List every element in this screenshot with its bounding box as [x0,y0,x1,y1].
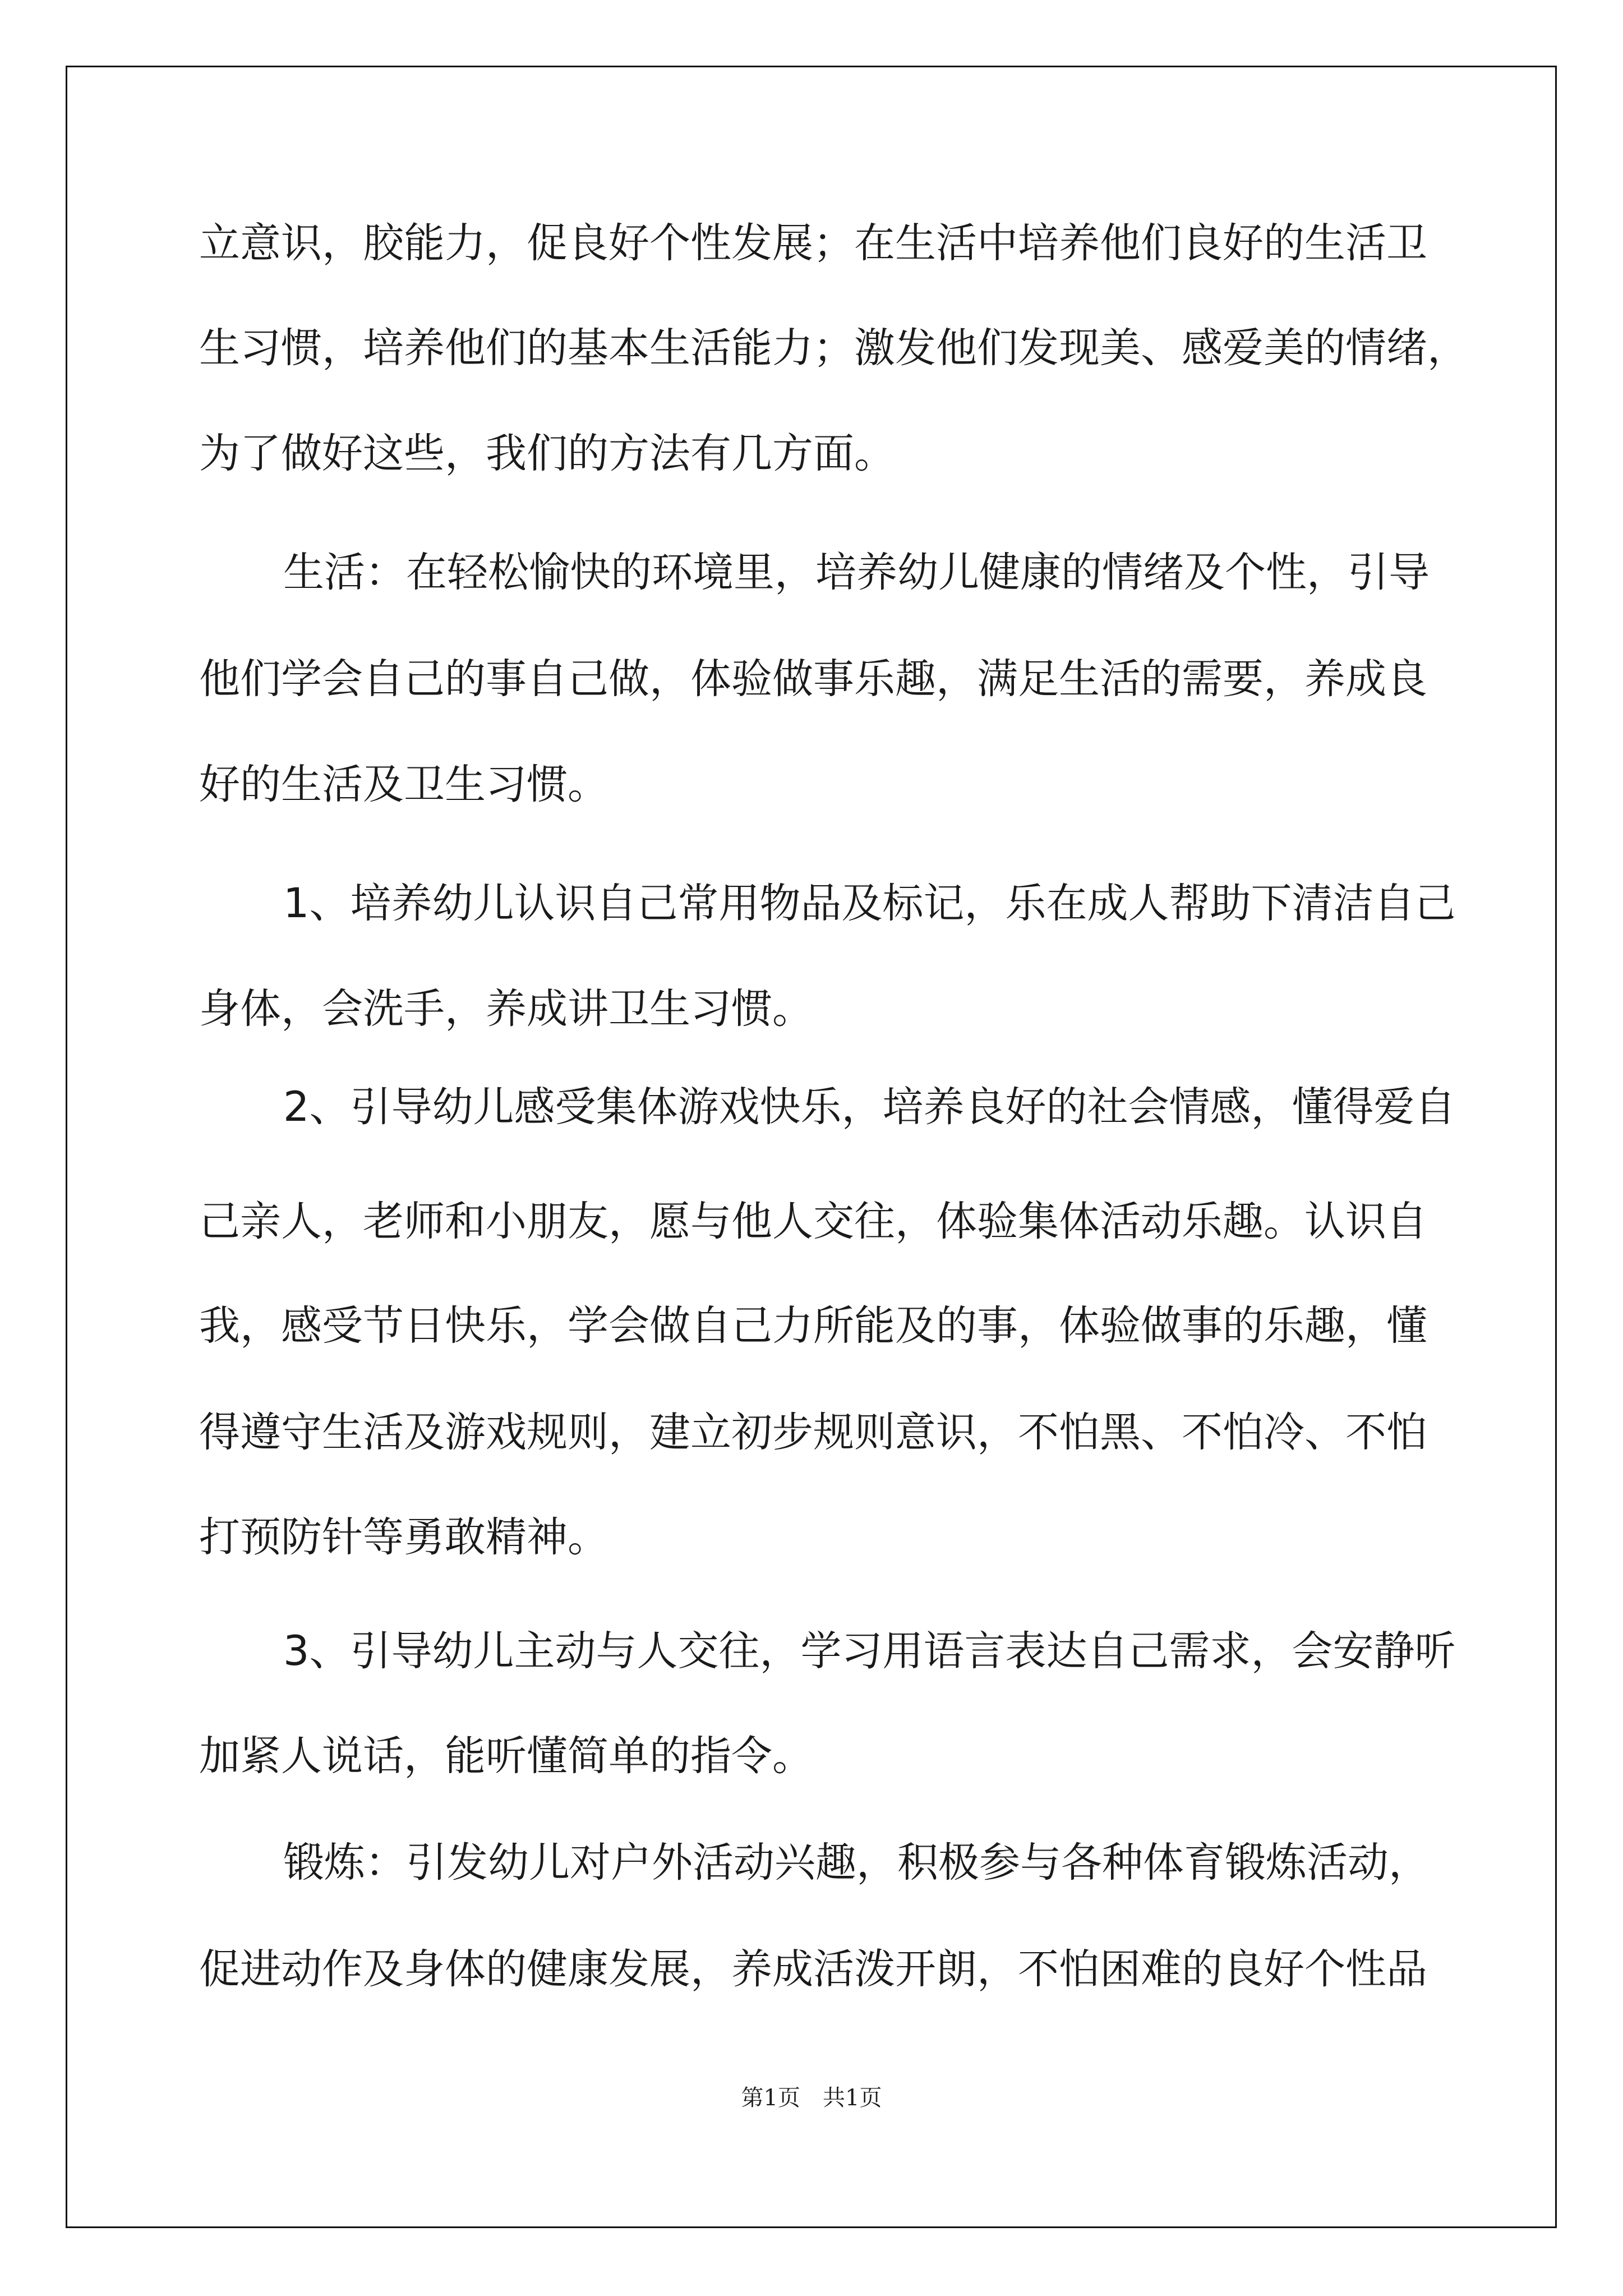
text-line: 生活：在轻松愉快的环境里，培养幼儿健康的情绪及个性，引导 [283,549,1430,596]
text-line: 得遵守生活及游戏规则，建立初步规则意识，不怕黑、不怕冷、不怕 [199,1409,1427,1456]
text-line: 为了做好这些，我们的方法有几方面。 [199,430,895,477]
page-number-footer: 第1页 共1页 [741,2085,882,2111]
text-line: 加紧人说话，能听懂简单的指令。 [199,1732,813,1780]
page-border [66,66,1557,2228]
text-line: 促进动作及身体的健康发展，养成活泼开朗，不怕困难的良好个性品 [199,1945,1427,1993]
text-line: 我，感受节日快乐，学会做自己力所能及的事，体验做事的乐趣，懂 [199,1302,1427,1350]
text-line: 生习惯，培养他们的基本生活能力；激发他们发现美、感爱美的情绪， [199,324,1468,372]
text-line: 3、引导幼儿主动与人交往，学习用语言表达自己需求，会安静听 [283,1627,1456,1675]
text-line: 身体，会洗手，养成讲卫生习惯。 [199,985,813,1033]
text-line: 好的生活及卫生习惯。 [199,761,608,808]
text-line: 锻炼：引发幼儿对户外活动兴趣，积极参与各种体育锻炼活动， [283,1839,1430,1887]
text-line: 打预防针等勇敢精神。 [199,1513,608,1561]
text-line: 己亲人，老师和小朋友，愿与他人交往，体验集体活动乐趣。认识自 [199,1198,1427,1245]
text-line: 2、引导幼儿感受集体游戏快乐，培养良好的社会情感，懂得爱自 [283,1083,1456,1131]
text-line: 立意识，胶能力，促良好个性发展；在生活中培养他们良好的生活卫 [199,219,1427,267]
text-line: 他们学会自己的事自己做，体验做事乐趣，满足生活的需要，养成良 [199,655,1427,703]
text-line: 1、培养幼儿认识自己常用物品及标记，乐在成人帮助下清洁自己 [283,880,1456,927]
